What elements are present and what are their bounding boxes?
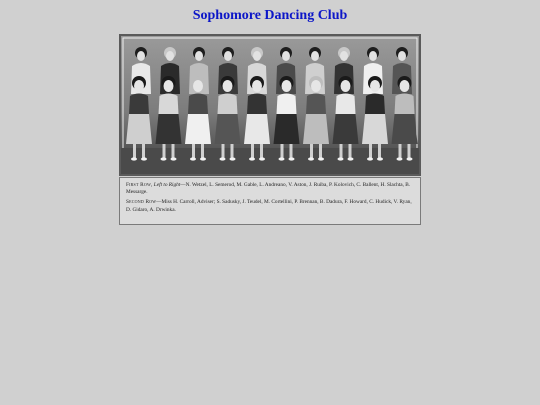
second-row-names: —Miss H. Carroll, Adviser; S. Sadusky, J. Teudel, M. Cortellini, P. Brennan, B. Dadura, F. Howard, C. Hudick, V. Ryan, D. Gidaro, A. Drwinka. <box>126 199 412 213</box>
group-photo <box>119 34 421 176</box>
second-row-label: Second Row <box>126 199 157 206</box>
caption-second-row <box>126 199 414 213</box>
photo-caption <box>119 177 421 225</box>
first-row-direction: Left to Right <box>153 182 181 188</box>
group-photo-image <box>121 36 419 174</box>
caption-first-row <box>126 182 414 196</box>
page-title: Sophomore Dancing Club <box>192 8 348 23</box>
first-row-names: —N. Wetzel, L. Semerod, M. Gable, L. Andreano, V. Aston, J. Ruiba, P. Kolovich, C. Ballent, H. Slachta, B. Messarge. <box>126 182 411 196</box>
first-row-label: First Row, <box>126 182 153 188</box>
